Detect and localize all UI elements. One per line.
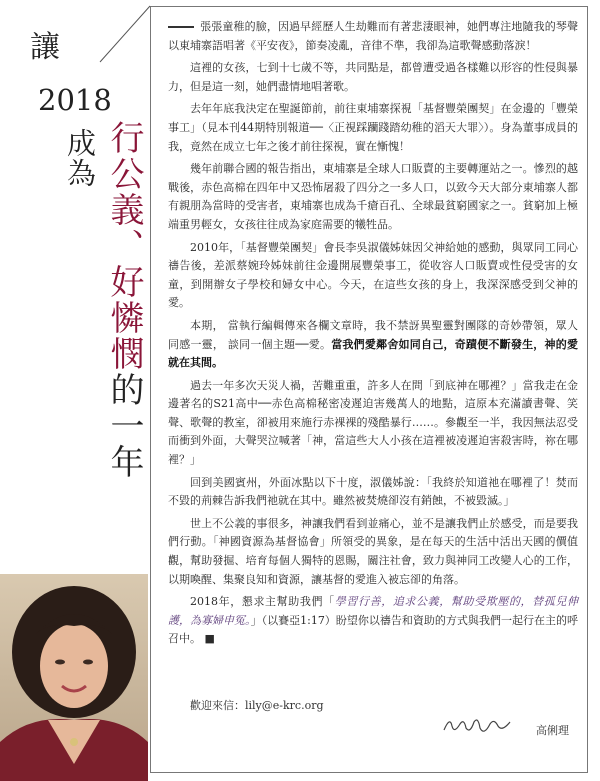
scripture-quote: 學習行善，追求公義，幫助受欺壓的，替孤兒伸護，為寡婦申冤。 xyxy=(168,595,579,627)
paragraph-9: 世上不公義的事很多，神讓我們看到並痛心，並不是讓我們止於感受，而是要我們行動。「神國資源為基督協會」所領受的異象，是在每天的生活中活出天國的價值觀，幫助發掘、培育每個人獨特的恩賜，關注社會，致力與神同工改變人心的工作，以期喚醒、集聚良知和資源，讓基督的愛進入被忘卻的角落。 xyxy=(168,516,578,586)
paragraph-6-text: 本期， 當執行編輯傳來各欄文章時，我不禁訝異聖靈對團隊的奇妙帶領，眾人同感一靈， 談同一個主題──愛。 xyxy=(168,318,578,351)
paragraph-1-text: 張張童稚的臉，因過早經歷人生劫難而有著悲淒眼神，她們專注地隨我的琴聲以東埔寨語唱著《平安夜》，節奏凌亂，音律不準，我卻為這歌聲感動落淚！ xyxy=(168,20,578,52)
title-keyword-year: 的一年 xyxy=(104,372,144,480)
title-keyword-justice: 行公義、 xyxy=(104,120,144,264)
paragraph-1 xyxy=(168,18,578,55)
author-name: 高俐理 xyxy=(536,724,569,737)
paragraph-4: 幾年前聯合國的報告指出，東埔寨是全球人口販賣的主要轉運站之一。慘烈的越戰後，赤色高棉在四年中又恐怖屠殺了四分之一多人口，以致今天大部分東埔寨人都有親朋為當時的受害者，東埔寨也成為千瘡百孔、全球最貧窮國家之一。貧窮加上極端重男輕女，女孩往往成為家庭需要的犧牲品。 xyxy=(168,162,578,231)
paragraph-6 xyxy=(168,317,578,373)
paragraph-10-text-b: 」（以賽亞1:17）盼望你以禱告和資助的方式與我們一起行在主的呼召中。 xyxy=(168,613,579,646)
lead-dash xyxy=(168,26,194,28)
end-mark-icon: ■ xyxy=(204,632,215,646)
paragraph-2: 這裡的女孩，七到十七歲不等，共同點是，都曾遭受過各樣難以形容的性侵與暴力，但是這一刻，她們盡情地唱著歌。 xyxy=(168,61,578,93)
paragraph-10 xyxy=(168,593,578,649)
handwritten-signature xyxy=(440,712,520,738)
title-year: 2018 xyxy=(38,83,112,117)
title-word-rang: 讓 xyxy=(30,30,60,65)
author-photo xyxy=(0,574,148,781)
paragraph-5: 2010年，「基督豐榮團契」會長李吳淑儀姊妹因父神給她的感動，與眾同工同心禱告後，差派蔡婉玲姊妹前往金邊開展豐榮事工，從收容人口販賣或性侵受害的女童，到開辦女子學校和婦女中心。今天，在這些女孩的身上，我深深感受到父神的愛。 xyxy=(168,240,578,310)
title-main-phrase xyxy=(96,120,144,480)
contact-email: 歡迎來信：lily@e-krc.org xyxy=(190,699,324,712)
paragraph-10-text-a: 2018年，懇求主幫助我們「 xyxy=(190,595,335,609)
article-body xyxy=(168,18,578,653)
paragraph-8: 回到美國賓州，外面冰點以下十度，淑儀姊說：「我終於知道祂在哪裡了！焚而不毀的荊棘告訴我們祂就在其中。雖然被焚燒卻沒有銷蝕，不被毀滅。」 xyxy=(168,475,578,508)
paragraph-6-emphasis: 當我們愛鄰舍如同自己，奇蹟便不斷發生，神的愛就在其間。 xyxy=(168,337,578,370)
paragraph-7: 過去一年多次天災人禍，苦難重重，許多人在問「到底神在哪裡？」當我走在金邊著名的S21高中──赤色高棉秘密凌遲迫害幾萬人的地點，這原本充滿讀書聲、笑聲、歌聲的教室，卻被用來施行赤裸裸的殘酷暴行……。參觀至一半，我因無法忍受而衝到外面，大聲哭泣喊著「神，當這些大人小孩在這裡被凌遲迫害殺害時，祢在哪裡？」 xyxy=(168,378,578,467)
title-keyword-mercy: 好憐憫 xyxy=(104,264,144,372)
title-word-cheng-wei: 成為 xyxy=(63,128,97,188)
paragraph-3: 去年年底我決定在聖誕節前，前往東埔寨探視「基督豐榮團契」在金邊的「豐榮事工」（見本刊44期特別報道──〈正視踩躪踐踏幼稚的滔天大罪〉）。身為董事成員的我，竟然在成立七年之後才前往探視，實在慚愧！ xyxy=(168,102,578,153)
